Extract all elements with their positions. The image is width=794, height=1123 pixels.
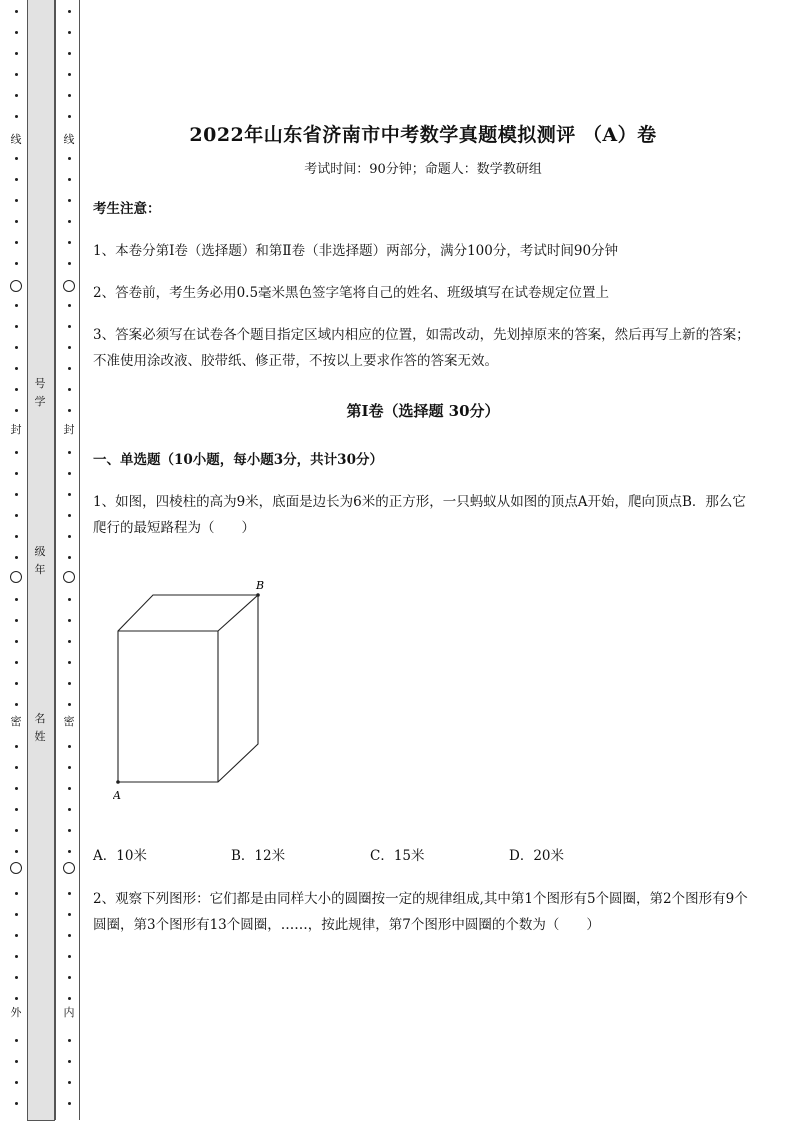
binding-dot bbox=[68, 1102, 71, 1105]
binding-dot bbox=[15, 913, 18, 916]
binding-dot bbox=[68, 115, 71, 118]
inner-seal-mark: 线 bbox=[63, 133, 75, 146]
binding-dot bbox=[15, 262, 18, 265]
notice-item: 1、本卷分第Ⅰ卷（选择题）和第Ⅱ卷（非选择题）两部分，满分100分，考试时间90分钟 bbox=[93, 243, 619, 259]
outer-seal-mark: 线 bbox=[10, 133, 22, 146]
binding-dot bbox=[68, 493, 71, 496]
binding-dot bbox=[68, 178, 71, 181]
binding-dot bbox=[68, 787, 71, 790]
binding-dot bbox=[68, 346, 71, 349]
binding-dot bbox=[68, 703, 71, 706]
exam-title: 2022年山东省济南市中考数学真题模拟测评 （A）卷 bbox=[189, 124, 657, 146]
binding-dot bbox=[15, 1060, 18, 1063]
inner-seal-mark: 密 bbox=[63, 715, 75, 728]
binding-dot bbox=[15, 808, 18, 811]
notice-item: 3、答案必须写在试卷各个题目指定区域内相应的位置，如需改动，先划掉原来的答案，然后再写上新的答案；不准使用涂改液、胶带纸、修正带，不按以上要求作答的答案无效。 bbox=[93, 327, 750, 369]
binding-dot bbox=[15, 199, 18, 202]
choice-b[interactable]: B．12米 bbox=[231, 848, 286, 864]
binding-dot bbox=[68, 451, 71, 454]
binding-dot bbox=[15, 94, 18, 97]
binding-dot bbox=[68, 1039, 71, 1042]
notice-item: 2、答卷前，考生务必用0.5毫米黑色签字笔将自己的姓名、班级填写在试卷规定位置上 bbox=[93, 285, 610, 301]
binding-dot bbox=[15, 850, 18, 853]
binding-dot bbox=[68, 808, 71, 811]
binding-dot bbox=[15, 472, 18, 475]
binding-dot bbox=[15, 10, 18, 13]
binding-dot bbox=[68, 997, 71, 1000]
binding-divider-inner bbox=[79, 0, 80, 1120]
binding-dot bbox=[68, 304, 71, 307]
binding-dot bbox=[15, 934, 18, 937]
binding-dot bbox=[68, 262, 71, 265]
binding-divider bbox=[55, 0, 56, 1120]
binding-dot bbox=[68, 829, 71, 832]
binding-dot bbox=[68, 661, 71, 664]
vertex-a-label: A bbox=[113, 789, 121, 802]
prism-figure bbox=[113, 575, 283, 805]
question-1-text: 1、如图，四棱柱的高为9米，底面是边长为6米的正方形，一只蚂蚁从如图的顶点A开始，爬向顶点B．那么它爬行的最短路程为（ ） bbox=[93, 494, 746, 536]
binding-dot bbox=[68, 955, 71, 958]
binding-dot bbox=[15, 556, 18, 559]
binding-dot bbox=[68, 913, 71, 916]
binding-dot bbox=[68, 325, 71, 328]
prism-outline bbox=[118, 595, 258, 782]
binding-dot bbox=[68, 850, 71, 853]
grade-field-label: 级年 bbox=[34, 545, 46, 576]
binding-hole-circle bbox=[63, 862, 75, 874]
binding-dot bbox=[68, 52, 71, 55]
binding-dot bbox=[15, 304, 18, 307]
binding-hole-circle bbox=[10, 571, 22, 583]
binding-dot bbox=[15, 73, 18, 76]
binding-dot bbox=[15, 682, 18, 685]
binding-dot bbox=[15, 388, 18, 391]
binding-dot bbox=[15, 493, 18, 496]
binding-dot bbox=[68, 73, 71, 76]
binding-dot bbox=[15, 409, 18, 412]
binding-dot bbox=[15, 1081, 18, 1084]
binding-dot bbox=[15, 157, 18, 160]
binding-dot bbox=[15, 52, 18, 55]
binding-dot bbox=[15, 241, 18, 244]
binding-dot bbox=[15, 367, 18, 370]
binding-dot bbox=[15, 640, 18, 643]
notice-heading: 考生注意： bbox=[93, 201, 161, 217]
binding-dot bbox=[68, 535, 71, 538]
choice-c[interactable]: C．15米 bbox=[370, 848, 425, 864]
name-field-label: 名姓 bbox=[34, 712, 46, 743]
binding-dot bbox=[68, 619, 71, 622]
binding-hole-circle bbox=[63, 280, 75, 292]
binding-dot bbox=[68, 514, 71, 517]
binding-dot bbox=[15, 598, 18, 601]
choice-a[interactable]: A．10米 bbox=[93, 848, 147, 864]
vertex-b-dot bbox=[256, 593, 260, 597]
binding-dot bbox=[68, 241, 71, 244]
choice-d[interactable]: D．20米 bbox=[509, 848, 565, 864]
binding-dot bbox=[68, 1081, 71, 1084]
binding-dot bbox=[68, 745, 71, 748]
binding-dot bbox=[68, 10, 71, 13]
vertex-b-label: B bbox=[256, 579, 265, 592]
binding-dot bbox=[15, 661, 18, 664]
binding-dot bbox=[15, 976, 18, 979]
binding-dot bbox=[68, 640, 71, 643]
binding-dot bbox=[15, 703, 18, 706]
binding-dot bbox=[68, 976, 71, 979]
binding-dot bbox=[68, 682, 71, 685]
binding-hole-circle bbox=[10, 862, 22, 874]
binding-dot bbox=[68, 94, 71, 97]
binding-dots-left bbox=[10, 0, 22, 1123]
vertex-a-dot bbox=[116, 780, 120, 784]
binding-dot bbox=[68, 1060, 71, 1063]
outer-seal-mark: 密 bbox=[10, 715, 22, 728]
binding-dot bbox=[15, 892, 18, 895]
binding-dot bbox=[15, 535, 18, 538]
binding-dot bbox=[15, 1102, 18, 1105]
inner-seal-mark: 封 bbox=[63, 423, 75, 436]
binding-dot bbox=[15, 178, 18, 181]
binding-dot bbox=[68, 556, 71, 559]
binding-dot bbox=[15, 955, 18, 958]
part1-title: 第Ⅰ卷（选择题 30分） bbox=[346, 402, 500, 420]
student-number-field-label: 号学 bbox=[34, 377, 46, 408]
inner-seal-mark: 内 bbox=[63, 1006, 75, 1019]
binding-dot bbox=[68, 934, 71, 937]
binding-dot bbox=[68, 367, 71, 370]
binding-dot bbox=[15, 220, 18, 223]
binding-dot bbox=[68, 199, 71, 202]
exam-subtitle: 考试时间：90分钟；命题人：数学教研组 bbox=[304, 162, 542, 177]
binding-dot bbox=[15, 745, 18, 748]
question-2-text: 2、观察下列图形：它们都是由同样大小的圆圈按一定的规律组成,其中第1个图形有5个圆圈，第2个图形有9个圆圈，第3个图形有13个圆圈，……，按此规律，第7个图形中圆圈的个数为（ ） bbox=[93, 891, 748, 933]
binding-dot bbox=[15, 997, 18, 1000]
binding-dot bbox=[15, 31, 18, 34]
binding-dot bbox=[68, 388, 71, 391]
section-heading: 一、单选题（10小题，每小题3分，共计30分） bbox=[93, 452, 383, 468]
binding-dot bbox=[15, 787, 18, 790]
binding-hole-circle bbox=[10, 280, 22, 292]
binding-dot bbox=[15, 514, 18, 517]
binding-dot bbox=[15, 115, 18, 118]
binding-dot bbox=[15, 766, 18, 769]
binding-dot bbox=[68, 220, 71, 223]
binding-dot bbox=[15, 346, 18, 349]
binding-dot bbox=[15, 1039, 18, 1042]
binding-dot bbox=[68, 892, 71, 895]
binding-dot bbox=[68, 409, 71, 412]
binding-dot bbox=[68, 598, 71, 601]
binding-dot bbox=[68, 157, 71, 160]
binding-dot bbox=[68, 472, 71, 475]
outer-seal-mark: 外 bbox=[10, 1006, 22, 1019]
prism-edge bbox=[218, 595, 258, 631]
binding-dot bbox=[68, 766, 71, 769]
binding-dot bbox=[15, 451, 18, 454]
binding-dots-right bbox=[63, 0, 75, 1123]
binding-dot bbox=[15, 829, 18, 832]
outer-seal-mark: 封 bbox=[10, 423, 22, 436]
binding-dot bbox=[15, 619, 18, 622]
binding-dot bbox=[15, 325, 18, 328]
binding-hole-circle bbox=[63, 571, 75, 583]
binding-dot bbox=[68, 31, 71, 34]
